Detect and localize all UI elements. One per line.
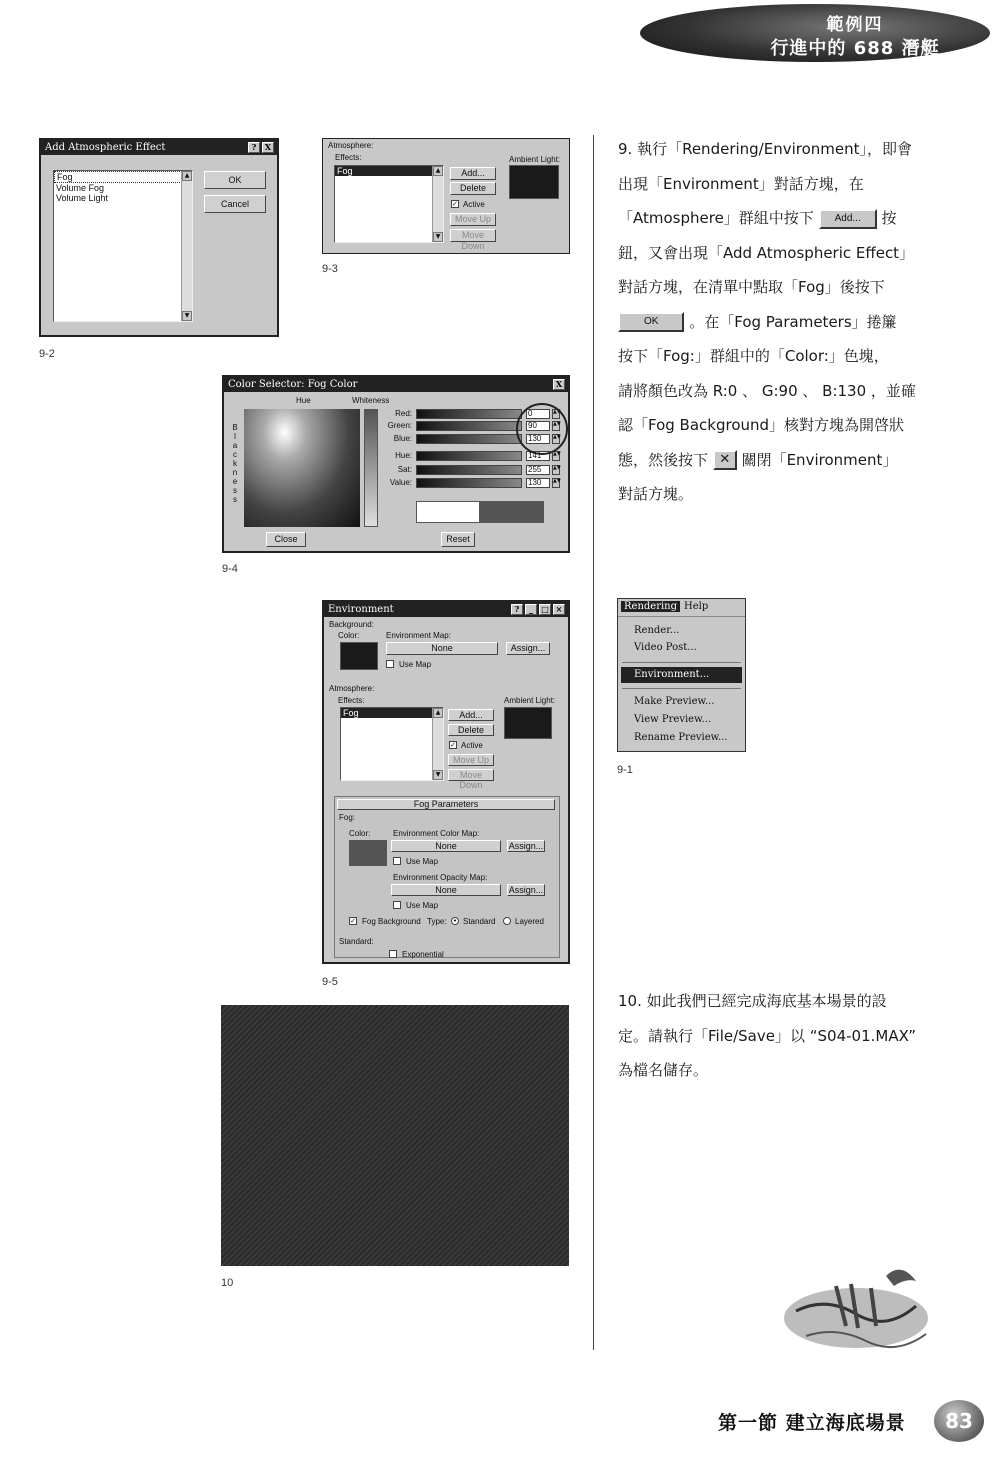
color-row-value[interactable]: 0 bbox=[526, 409, 550, 419]
menu-separator bbox=[622, 662, 741, 663]
fog-color-swatch[interactable] bbox=[349, 840, 387, 866]
exponential-label: Exponential bbox=[402, 950, 444, 959]
text-line bbox=[618, 201, 936, 236]
active-checkbox[interactable]: ✓ bbox=[450, 741, 456, 749]
reset-button[interactable]: Reset bbox=[441, 532, 475, 547]
fog-background-checkbox[interactable]: ✓ bbox=[350, 917, 356, 925]
type-label: Type: bbox=[427, 917, 447, 926]
list-item[interactable]: Fog bbox=[335, 166, 443, 176]
color-row-value[interactable]: 90 bbox=[526, 421, 550, 431]
spinner-icon[interactable]: ▲▼ bbox=[552, 434, 560, 444]
dialog-title: Add Atmospheric Effect bbox=[45, 142, 166, 153]
move-down-button[interactable]: Move Down bbox=[448, 769, 494, 781]
assign-button[interactable]: Assign... bbox=[508, 841, 544, 851]
use-map-checkbox[interactable] bbox=[386, 660, 394, 668]
color-row-slider[interactable] bbox=[416, 478, 522, 488]
close-icon[interactable]: × bbox=[553, 604, 565, 615]
maximize-icon[interactable]: □ bbox=[539, 604, 551, 615]
ambient-label: Ambient Light: bbox=[509, 155, 561, 164]
color-label: Color: bbox=[338, 631, 360, 640]
atmosphere-group bbox=[322, 138, 570, 254]
delete-button[interactable]: Delete bbox=[450, 182, 496, 195]
assign-button[interactable]: Assign... bbox=[508, 885, 544, 895]
standard-label: Standard bbox=[463, 917, 496, 926]
text-line: 10. 如此我們已經完成海底基本場景的設 bbox=[618, 992, 887, 1010]
menu-item-video-post[interactable]: Video Post... bbox=[634, 642, 697, 653]
old-color-swatch bbox=[416, 501, 480, 523]
text-line: 出現「Environment」對話方塊，在 bbox=[618, 174, 864, 193]
value-highlight-circle bbox=[516, 403, 568, 455]
scrollbar[interactable] bbox=[432, 708, 443, 780]
effect-list[interactable] bbox=[53, 170, 193, 322]
ambient-light-swatch[interactable] bbox=[509, 165, 559, 199]
banner-subtitle: 行進中的 688 潛艇 bbox=[770, 38, 940, 59]
color-row-label: Red: bbox=[395, 409, 412, 418]
close-button[interactable]: X bbox=[553, 379, 565, 390]
menu-item-render[interactable]: Render... bbox=[634, 625, 680, 636]
effects-list[interactable] bbox=[334, 165, 444, 243]
banner-title: 範例四 bbox=[826, 15, 884, 35]
spinner-icon[interactable]: ▲▼ bbox=[552, 478, 560, 488]
env-opacity-map-label: Environment Opacity Map: bbox=[393, 873, 488, 882]
inline-add-button: Add... bbox=[819, 209, 877, 229]
scroll-up-icon[interactable]: ▲ bbox=[433, 708, 443, 718]
move-up-button[interactable]: Move Up bbox=[450, 213, 496, 226]
spinner-icon[interactable]: ▲▼ bbox=[552, 409, 560, 419]
ambient-label: Ambient Light: bbox=[504, 696, 556, 705]
scroll-down-icon[interactable]: ▼ bbox=[433, 232, 443, 242]
render-result-image bbox=[221, 1005, 569, 1266]
text-segment: 關閉「Environment」 bbox=[741, 450, 898, 469]
move-down-button[interactable]: Move Down bbox=[450, 229, 496, 242]
spinner-icon[interactable]: ▲▼ bbox=[552, 465, 560, 475]
menu-help[interactable]: Help bbox=[684, 601, 709, 612]
use-map-checkbox[interactable] bbox=[393, 857, 401, 865]
scrollbar[interactable] bbox=[432, 166, 443, 242]
fog-label: Fog: bbox=[339, 813, 356, 822]
figure-caption: 9-3 bbox=[322, 263, 338, 275]
color-row-value[interactable]: 141 bbox=[526, 451, 550, 461]
menu-item-make-preview[interactable]: Make Preview... bbox=[634, 696, 715, 707]
chapter-banner bbox=[640, 4, 990, 64]
hue-label: Hue bbox=[296, 396, 311, 405]
whiteness-slider[interactable] bbox=[364, 409, 378, 527]
figure-caption: 9-4 bbox=[222, 563, 238, 575]
text-line: 9. 執行「Rendering/Environment」，即會 bbox=[618, 140, 913, 158]
list-item[interactable]: Fog bbox=[341, 708, 443, 718]
color-row-value[interactable]: 130 bbox=[526, 434, 550, 444]
spinner-icon[interactable]: ▲▼ bbox=[552, 451, 560, 461]
env-color-map-label: Environment Color Map: bbox=[393, 829, 480, 838]
use-map-label: Use Map bbox=[399, 660, 432, 669]
menu-rendering[interactable]: Rendering bbox=[621, 601, 680, 612]
env-opacity-map-button[interactable]: None bbox=[391, 884, 501, 896]
dialog-titlebar bbox=[324, 602, 568, 617]
background-color-swatch[interactable] bbox=[340, 642, 378, 670]
figure-caption: 9-5 bbox=[322, 976, 338, 988]
atmosphere-label: Atmosphere: bbox=[329, 684, 375, 693]
effects-label: Effects: bbox=[335, 153, 362, 162]
dialog-titlebar bbox=[224, 377, 568, 392]
color-row-value[interactable]: 130 bbox=[526, 478, 550, 488]
inline-close-icon: ✕ bbox=[713, 450, 737, 470]
text-line: 鈕，又會出現「Add Atmospheric Effect」 bbox=[618, 243, 915, 262]
text-line: 按下「Fog:」群組中的「Color:」色塊， bbox=[618, 347, 889, 365]
close-button[interactable]: X bbox=[262, 142, 274, 153]
color-row-slider[interactable] bbox=[416, 465, 522, 475]
color-row-slider[interactable] bbox=[416, 434, 522, 444]
move-up-button[interactable]: Move Up bbox=[448, 754, 494, 766]
cancel-button[interactable]: Cancel bbox=[204, 195, 266, 213]
text-line: 定。請執行「File/Save」以 “S04-01.MAX” bbox=[618, 1026, 917, 1045]
column-divider bbox=[593, 135, 594, 1350]
color-row-slider[interactable] bbox=[416, 451, 522, 461]
assign-button[interactable]: Assign... bbox=[506, 642, 550, 655]
text-segment: 態，然後按下 bbox=[618, 450, 709, 469]
text-line: 為檔名儲存。 bbox=[618, 1061, 709, 1079]
help-icon[interactable]: ? bbox=[511, 604, 523, 615]
figure-caption: 9-1 bbox=[617, 764, 633, 776]
dialog-titlebar bbox=[41, 140, 277, 155]
active-checkbox[interactable]: ✓ bbox=[452, 200, 458, 208]
inline-ok-button: OK bbox=[618, 312, 684, 332]
step-10-text bbox=[618, 984, 936, 1088]
list-item[interactable]: Volume Fog bbox=[56, 183, 105, 193]
text-line: 請將顏色改為 R:0 、 G:90 、 B:130 ，並確 bbox=[618, 381, 916, 400]
page-number: 83 bbox=[934, 1400, 984, 1442]
active-label: Active bbox=[461, 741, 483, 750]
fog-background-label: Fog Background bbox=[362, 917, 421, 926]
figure-caption: 10 bbox=[221, 1277, 234, 1289]
standard-group-label: Standard: bbox=[339, 937, 374, 946]
scroll-up-icon[interactable]: ▲ bbox=[182, 171, 192, 181]
text-line bbox=[618, 443, 936, 478]
color-label: Color: bbox=[349, 829, 371, 838]
new-color-swatch bbox=[480, 501, 544, 523]
color-row-label: Hue: bbox=[395, 451, 412, 460]
use-map-label: Use Map bbox=[406, 857, 439, 866]
color-row-label: Blue: bbox=[393, 434, 412, 443]
ambient-light-swatch[interactable] bbox=[504, 707, 552, 739]
environment-dialog bbox=[322, 600, 570, 964]
figure-caption: 9-2 bbox=[39, 348, 55, 360]
active-label: Active bbox=[463, 200, 485, 209]
fog-parameters-rollout bbox=[334, 796, 560, 958]
scroll-up-icon[interactable]: ▲ bbox=[433, 166, 443, 176]
color-selector-dialog bbox=[222, 375, 570, 553]
scrollbar[interactable] bbox=[181, 171, 192, 321]
help-button[interactable]: ? bbox=[248, 142, 260, 153]
ok-button[interactable]: OK bbox=[204, 171, 266, 189]
section-footer: 第一節 建立海底場景 bbox=[718, 1412, 906, 1434]
use-map-checkbox[interactable] bbox=[393, 901, 401, 909]
atmosphere-label: Atmosphere: bbox=[328, 141, 374, 150]
text-line: 對話方塊，在清單中點取「Fog」後按下 bbox=[618, 278, 885, 296]
env-map-label: Environment Map: bbox=[386, 631, 451, 640]
dialog-title: Color Selector: Fog Color bbox=[228, 379, 358, 390]
menu-item-environment[interactable]: Environment... bbox=[621, 667, 742, 683]
text-line: 對話方塊。 bbox=[618, 485, 694, 503]
menu-item-rename-preview[interactable]: Rename Preview... bbox=[634, 732, 728, 743]
text-segment: 按 bbox=[881, 209, 897, 227]
whiteness-label: Whiteness bbox=[352, 396, 390, 405]
minimize-icon[interactable]: _ bbox=[525, 604, 537, 615]
scroll-down-icon[interactable]: ▼ bbox=[433, 770, 443, 780]
color-row-label: Sat: bbox=[397, 465, 412, 474]
menu-separator bbox=[622, 688, 741, 689]
rollout-header[interactable]: Fog Parameters bbox=[337, 799, 555, 810]
text-segment: 。在「Fog Parameters」捲簾 bbox=[689, 312, 897, 331]
standard-radio[interactable]: • bbox=[452, 917, 458, 925]
color-row-value[interactable]: 255 bbox=[526, 465, 550, 475]
text-line bbox=[618, 305, 936, 340]
color-row-label: Value: bbox=[389, 478, 412, 487]
scroll-down-icon[interactable]: ▼ bbox=[182, 311, 192, 321]
effects-list[interactable] bbox=[340, 707, 444, 781]
layered-radio[interactable] bbox=[503, 917, 511, 925]
add-button[interactable]: Add... bbox=[448, 709, 494, 721]
add-atmospheric-effect-dialog bbox=[39, 138, 279, 337]
use-map-label: Use Map bbox=[406, 901, 439, 910]
background-label: Background: bbox=[329, 620, 374, 629]
text-line: 認「Fog Background」核對方塊為開啓狀 bbox=[618, 416, 905, 434]
island-clipart-icon bbox=[776, 1256, 936, 1356]
menu-item-view-preview[interactable]: View Preview... bbox=[634, 714, 712, 725]
color-row-slider[interactable] bbox=[416, 409, 522, 419]
text-segment: 「Atmosphere」群組中按下 bbox=[618, 209, 814, 227]
env-color-map-button[interactable]: None bbox=[391, 840, 501, 852]
list-item[interactable]: Fog bbox=[54, 171, 192, 183]
color-row-slider[interactable] bbox=[416, 421, 522, 431]
exponential-checkbox[interactable] bbox=[389, 950, 397, 958]
env-map-button[interactable]: None bbox=[386, 642, 498, 655]
hue-blackness-picker[interactable] bbox=[244, 409, 360, 527]
spinner-icon[interactable]: ▲▼ bbox=[552, 421, 560, 431]
delete-button[interactable]: Delete bbox=[448, 724, 494, 736]
menu-bar bbox=[618, 599, 745, 617]
color-row-label: Green: bbox=[387, 421, 412, 430]
list-item[interactable]: Volume Light bbox=[56, 193, 109, 203]
effects-label: Effects: bbox=[338, 696, 365, 705]
dialog-title: Environment bbox=[328, 604, 394, 615]
add-button[interactable]: Add... bbox=[450, 167, 496, 180]
rendering-menu bbox=[617, 598, 746, 752]
blackness-label: Blackness bbox=[232, 423, 238, 504]
close-color-button[interactable]: Close bbox=[266, 532, 306, 547]
step-9-text bbox=[618, 132, 936, 512]
layered-label: Layered bbox=[515, 917, 544, 926]
